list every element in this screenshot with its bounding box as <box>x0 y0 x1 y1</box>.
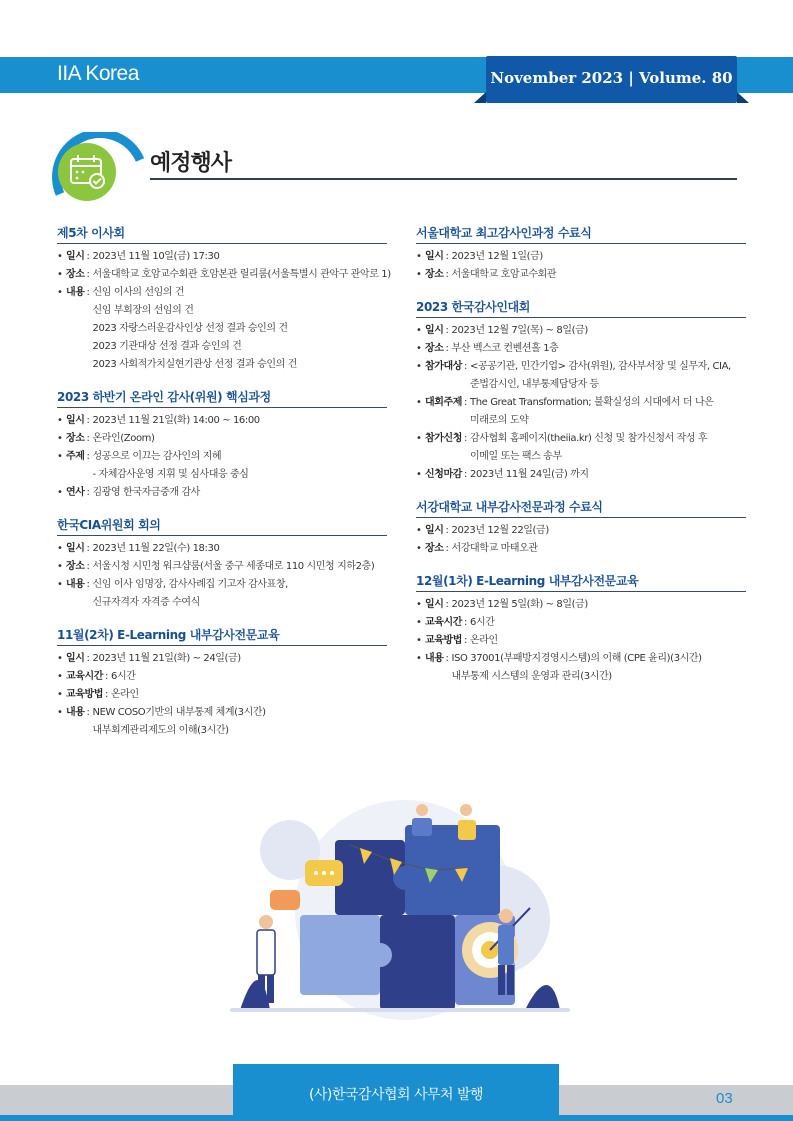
event-detail-item <box>416 596 746 614</box>
label-separator: : <box>464 433 468 444</box>
detail-label: 일시 <box>66 251 85 262</box>
event-detail-item <box>416 540 746 558</box>
event-detail-item <box>57 704 387 740</box>
label-separator: : <box>445 269 449 280</box>
detail-label: 일시 <box>425 599 444 610</box>
event-detail-item <box>416 266 746 284</box>
bullet-icon: • <box>57 251 63 262</box>
event-detail-item <box>57 448 387 484</box>
detail-label: 교육방법 <box>425 635 463 646</box>
detail-value <box>93 248 220 266</box>
detail-line: 6시간 <box>111 671 136 682</box>
bullet-icon: • <box>57 689 63 700</box>
bullet-icon: • <box>57 287 63 298</box>
section-heading: 2023 한국감사인대회 <box>416 298 746 318</box>
bullet-icon: • <box>416 251 422 262</box>
bullet-icon: • <box>57 543 63 554</box>
detail-label: 일시 <box>66 543 85 554</box>
detail-line: 2023년 11월 22일(수) 18:30 <box>92 543 220 554</box>
issue-label: November 2023 | Volume. 80 <box>490 69 733 87</box>
detail-label: 내용 <box>425 653 444 664</box>
detail-line: 2023 기관대상 선정 결과 승인의 건 <box>92 341 242 352</box>
label-separator: : <box>86 707 90 718</box>
event-detail-item <box>57 284 387 374</box>
event-detail-item <box>416 430 746 466</box>
label-separator: : <box>464 635 468 646</box>
detail-value <box>111 686 139 704</box>
label-separator: : <box>445 343 449 354</box>
bullet-icon: • <box>416 433 422 444</box>
event-detail-item <box>57 686 387 704</box>
label-separator: : <box>464 469 468 480</box>
event-detail-item <box>416 650 746 686</box>
bullet-icon: • <box>416 525 422 536</box>
event-detail-item <box>57 540 387 558</box>
detail-value <box>452 322 588 340</box>
detail-value <box>452 266 557 284</box>
title-divider <box>150 178 737 180</box>
label-separator: : <box>464 617 468 628</box>
detail-line: 서울대학교 호암교수회관 호암본관 릴리룸(서울특별시 관악구 관악로 1) <box>92 269 391 280</box>
detail-label: 참가신청 <box>425 433 463 444</box>
detail-line: The Great Transformation; 불확실성의 시대에서 더 나은 <box>470 397 714 408</box>
label-separator: : <box>86 251 90 262</box>
detail-line: 2023년 12월 7일(목) ~ 8일(금) <box>451 325 588 336</box>
bullet-icon: • <box>416 469 422 480</box>
footer-publisher-box <box>233 1064 559 1121</box>
detail-value <box>470 632 498 650</box>
brand-name: IIA Korea <box>57 62 139 85</box>
section-heading: 제5차 이사회 <box>57 224 387 244</box>
label-separator: : <box>105 689 109 700</box>
detail-line: 서강대학교 마태오관 <box>451 543 538 554</box>
event-section <box>416 572 746 686</box>
detail-line: 서울시청 시민청 워크샵룸(서울 중구 세종대로 110 시민청 지하2층) <box>92 561 375 572</box>
label-separator: : <box>445 599 449 610</box>
detail-value <box>452 596 588 614</box>
bullet-icon: • <box>416 617 422 628</box>
bullet-icon: • <box>57 433 63 444</box>
label-separator: : <box>445 543 449 554</box>
detail-line: ISO 37001(부패방지경영시스템)의 이해 (CPE 윤리)(3시간) <box>451 653 702 664</box>
detail-value <box>470 394 713 430</box>
detail-line: 2023 자랑스러운감사인상 선정 결과 승인의 건 <box>92 323 288 334</box>
detail-value <box>452 248 543 266</box>
detail-value <box>93 558 375 576</box>
label-separator: : <box>86 487 90 498</box>
detail-line: 2023년 11월 10일(금) 17:30 <box>92 251 220 262</box>
event-section <box>416 224 746 284</box>
event-detail-item <box>57 248 387 266</box>
detail-line: 온라인 <box>470 635 498 646</box>
detail-line: - 자체감사운영 지휘 및 심사대응 중심 <box>92 469 249 480</box>
detail-label: 장소 <box>66 433 85 444</box>
label-separator: : <box>86 543 90 554</box>
bullet-icon: • <box>416 361 422 372</box>
detail-value <box>452 540 538 558</box>
detail-label: 일시 <box>425 525 444 536</box>
detail-line: 2023년 11월 24일(금) 까지 <box>470 469 589 480</box>
bullet-icon: • <box>416 269 422 280</box>
detail-label: 장소 <box>425 343 444 354</box>
section-heading: 서울대학교 최고감사인과정 수료식 <box>416 224 746 244</box>
bullet-icon: • <box>416 653 422 664</box>
label-separator: : <box>86 561 90 572</box>
bullet-icon: • <box>57 451 63 462</box>
detail-line: 미래로의 도약 <box>470 415 529 426</box>
detail-label: 일시 <box>66 415 85 426</box>
bullet-icon: • <box>57 269 63 280</box>
bullet-icon: • <box>57 487 63 498</box>
detail-line: <공공기관, 민간기업> 감사(위원), 감사부서장 및 실무자, CIA, <box>470 361 731 372</box>
bullet-icon: • <box>57 671 63 682</box>
event-detail-item <box>416 340 746 358</box>
detail-value <box>93 284 297 374</box>
detail-line: 2023년 12월 22일(금) <box>451 525 549 536</box>
bullet-icon: • <box>57 707 63 718</box>
detail-value <box>93 650 241 668</box>
label-separator: : <box>445 525 449 536</box>
detail-value <box>93 412 260 430</box>
label-separator: : <box>445 251 449 262</box>
detail-label: 장소 <box>66 269 85 280</box>
label-separator: : <box>86 287 90 298</box>
event-section <box>57 388 387 502</box>
event-detail-item <box>416 358 746 394</box>
bullet-icon: • <box>57 415 63 426</box>
label-separator: : <box>86 653 90 664</box>
section-heading: 2023 하반기 온라인 감사(위원) 핵심과정 <box>57 388 387 408</box>
detail-value <box>452 340 559 358</box>
detail-value <box>93 704 266 740</box>
right-column <box>416 224 746 700</box>
label-separator: : <box>445 653 449 664</box>
detail-label: 교육시간 <box>66 671 104 682</box>
event-section <box>57 626 387 740</box>
bullet-icon: • <box>416 325 422 336</box>
left-column <box>57 224 391 754</box>
detail-label: 장소 <box>66 561 85 572</box>
detail-line: 성공으로 이끄는 감사인의 지혜 <box>92 451 222 462</box>
detail-line: 신임 이사 임명장, 감사사례집 기고자 감사표창, <box>92 579 288 590</box>
detail-value <box>93 484 200 502</box>
detail-line: 온라인(Zoom) <box>92 433 155 444</box>
detail-line: 신규자격자 자격증 수여식 <box>92 597 200 608</box>
event-section <box>416 298 746 484</box>
detail-line: 2023년 11월 21일(화) ~ 24일(금) <box>92 653 241 664</box>
event-detail-item <box>416 614 746 632</box>
detail-value <box>93 540 220 558</box>
detail-value <box>470 430 707 466</box>
detail-label: 내용 <box>66 287 85 298</box>
event-detail-item <box>416 248 746 266</box>
puzzle-illustration <box>230 790 570 1040</box>
detail-line: 준법감시인, 내부통제담당자 등 <box>470 379 599 390</box>
event-detail-item <box>416 322 746 340</box>
label-separator: : <box>445 325 449 336</box>
bullet-icon: • <box>416 599 422 610</box>
event-section <box>57 224 391 374</box>
detail-line: 내부통제 시스템의 운영과 관리(3시간) <box>451 671 612 682</box>
detail-value <box>470 358 731 394</box>
detail-line: 서울대학교 호암교수회관 <box>451 269 557 280</box>
detail-label: 연사 <box>66 487 85 498</box>
detail-value <box>93 576 288 612</box>
bullet-icon: • <box>57 579 63 590</box>
detail-line: 감사협회 홈페이지(theiia.kr) 신청 및 참가신청서 작성 후 <box>470 433 708 444</box>
detail-label: 교육방법 <box>66 689 104 700</box>
detail-value <box>470 466 589 484</box>
detail-value <box>93 448 249 484</box>
bullet-icon: • <box>416 397 422 408</box>
bullet-icon: • <box>416 635 422 646</box>
section-heading: 한국CIA위원회 회의 <box>57 516 387 536</box>
event-detail-item <box>57 668 387 686</box>
section-heading: 서강대학교 내부감사전문과정 수료식 <box>416 498 746 518</box>
detail-line: 2023 사회적가치실현기관상 선정 결과 승인의 건 <box>92 359 297 370</box>
detail-value <box>470 614 494 632</box>
detail-label: 일시 <box>66 653 85 664</box>
label-separator: : <box>105 671 109 682</box>
detail-line: 신임 이사의 선임의 건 <box>92 287 185 298</box>
detail-value <box>93 430 155 448</box>
label-separator: : <box>86 579 90 590</box>
detail-label: 교육시간 <box>425 617 463 628</box>
detail-line: 2023년 12월 5일(화) ~ 8일(금) <box>451 599 588 610</box>
label-separator: : <box>464 397 468 408</box>
detail-line: 2023년 12월 1일(금) <box>451 251 543 262</box>
label-separator: : <box>86 269 90 280</box>
bullet-icon: • <box>57 653 63 664</box>
bullet-icon: • <box>416 543 422 554</box>
detail-line: 온라인 <box>111 689 139 700</box>
event-detail-item <box>416 466 746 484</box>
publisher-label: (사)한국감사협회 사무처 발행 <box>308 1087 484 1103</box>
label-separator: : <box>86 451 90 462</box>
event-detail-item <box>416 522 746 540</box>
detail-label: 참가대상 <box>425 361 463 372</box>
event-detail-item <box>57 558 387 576</box>
event-detail-item <box>416 394 746 430</box>
event-section <box>57 516 387 612</box>
detail-label: 대회주제 <box>425 397 463 408</box>
page-title: 예정행사 <box>150 151 232 176</box>
detail-label: 일시 <box>425 325 444 336</box>
detail-line: 2023년 11월 21일(화) 14:00 ~ 16:00 <box>92 415 260 426</box>
event-detail-item <box>57 576 387 612</box>
event-detail-item <box>57 650 387 668</box>
section-heading: 11월(2차) E-Learning 내부감사전문교육 <box>57 626 387 646</box>
detail-label: 주제 <box>66 451 85 462</box>
label-separator: : <box>86 433 90 444</box>
detail-line: 김광영 한국자금중개 감사 <box>92 487 200 498</box>
bullet-icon: • <box>57 561 63 572</box>
event-detail-item <box>57 484 387 502</box>
detail-value <box>93 266 391 284</box>
detail-line: 부산 벡스코 컨벤션홀 1층 <box>451 343 559 354</box>
event-section <box>416 498 746 558</box>
page-number: 03 <box>716 1090 733 1107</box>
detail-line: 6시간 <box>470 617 495 628</box>
event-detail-item <box>57 430 387 448</box>
detail-line: 이메일 또는 팩스 송부 <box>470 451 562 462</box>
detail-line: 신임 부회장의 선임의 건 <box>92 305 194 316</box>
detail-label: 장소 <box>425 543 444 554</box>
event-detail-item <box>57 266 391 284</box>
bullet-icon: • <box>416 343 422 354</box>
issue-badge <box>486 56 737 103</box>
detail-value <box>452 650 702 686</box>
event-detail-item <box>57 412 387 430</box>
detail-line: 내부회계관리제도의 이해(3시간) <box>92 725 229 736</box>
label-separator: : <box>464 361 468 372</box>
calendar-check-icon <box>52 132 144 202</box>
detail-label: 신청마감 <box>425 469 463 480</box>
detail-line: NEW COSO기반의 내부통제 체계(3시간) <box>92 707 266 718</box>
detail-label: 일시 <box>425 251 444 262</box>
detail-value <box>111 668 135 686</box>
section-heading: 12월(1차) E-Learning 내부감사전문교육 <box>416 572 746 592</box>
detail-label: 장소 <box>425 269 444 280</box>
detail-value <box>452 522 549 540</box>
detail-label: 내용 <box>66 707 85 718</box>
label-separator: : <box>86 415 90 426</box>
event-detail-item <box>416 632 746 650</box>
detail-label: 내용 <box>66 579 85 590</box>
